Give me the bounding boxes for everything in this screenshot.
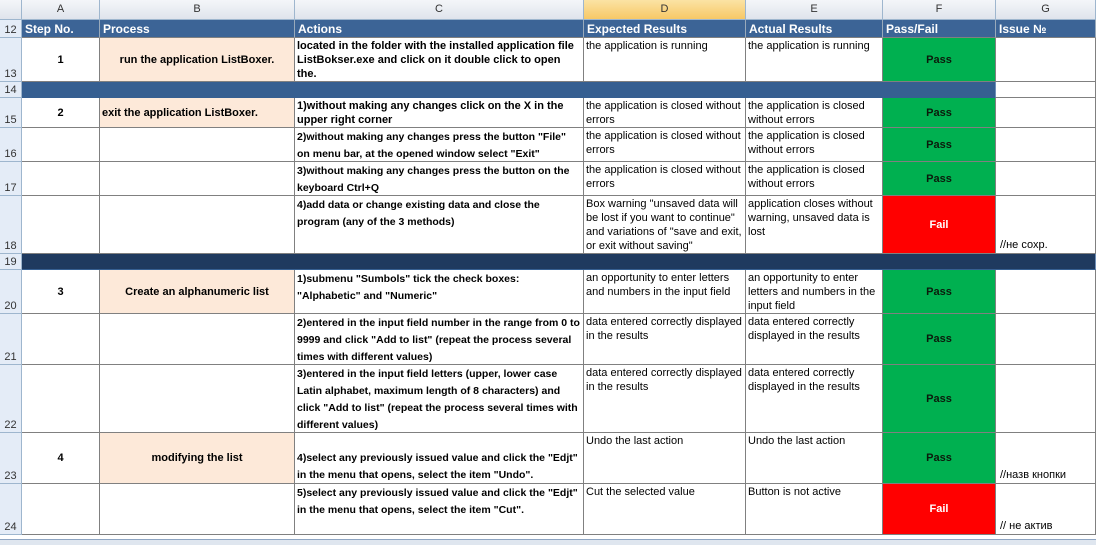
cell-actual[interactable]: Undo the last action (746, 433, 883, 484)
cell-expected[interactable]: Undo the last action (584, 433, 746, 484)
cell-action[interactable]: located in the folder with the installed application file ListBokser.exe and click on it double click to open the. (295, 38, 584, 82)
row-header-12[interactable]: 12 (0, 20, 22, 38)
column-header-d[interactable]: D (584, 0, 746, 20)
cell-result[interactable]: Fail (883, 196, 996, 254)
cell-issue[interactable] (996, 270, 1096, 314)
cell-actual[interactable]: the application is closed without errors (746, 128, 883, 162)
cell-action[interactable]: 4)select any previously issued value and click the "Edjt" in the menu that opens, select the item "Undo". (295, 433, 584, 484)
cell-action[interactable]: 2)without making any changes press the button "File" on menu bar, at the opened window select "Exit" (295, 128, 584, 162)
separator-row[interactable] (22, 254, 1096, 270)
cell-actual[interactable]: the application is closed without errors (746, 98, 883, 128)
cell-issue[interactable] (996, 128, 1096, 162)
cell-expected[interactable]: Box warning "unsaved data will be lost if you want to continue" and variations of "save and exit, or exit without saving" (584, 196, 746, 254)
cell-result[interactable]: Pass (883, 314, 996, 365)
cell-result[interactable]: Pass (883, 433, 996, 484)
cell-action[interactable]: 3)entered in the input field letters (upper, lower case Latin alphabet, maximum length of 8 characters) and click "Add to list" (repeat the process several times with different values) (295, 365, 584, 433)
header-expected-results[interactable]: Expected Results (584, 20, 746, 38)
separator-row[interactable] (22, 82, 996, 98)
cell-issue[interactable] (996, 98, 1096, 128)
header-step-no[interactable]: Step No. (22, 20, 100, 38)
cell-issue[interactable]: // не актив (996, 484, 1096, 535)
cell-result[interactable]: Fail (883, 484, 996, 535)
cell-step[interactable] (22, 162, 100, 196)
cell-step[interactable]: 2 (22, 98, 100, 128)
column-header-e[interactable]: E (746, 0, 883, 20)
cell-actual[interactable]: Button is not active (746, 484, 883, 535)
cell-process[interactable]: modifying the list (100, 433, 295, 484)
cell-expected[interactable]: data entered correctly displayed in the results (584, 365, 746, 433)
row-header-21[interactable]: 21 (0, 314, 22, 365)
cell-issue[interactable]: //не сохр. (996, 196, 1096, 254)
cell-actual[interactable]: application closes without warning, unsaved data is lost (746, 196, 883, 254)
cell-result[interactable]: Pass (883, 270, 996, 314)
cell-expected[interactable]: an opportunity to enter letters and numbers in the input field (584, 270, 746, 314)
cell-process[interactable] (100, 365, 295, 433)
row-header-17[interactable]: 17 (0, 162, 22, 196)
cell-actual[interactable]: an opportunity to enter letters and numbers in the input field (746, 270, 883, 314)
cell-result[interactable]: Pass (883, 98, 996, 128)
cell-issue[interactable] (996, 82, 1096, 98)
column-header-c[interactable]: C (295, 0, 584, 20)
header-issue[interactable]: Issue № (996, 20, 1096, 38)
header-actual-results[interactable]: Actual Results (746, 20, 883, 38)
cell-step[interactable]: 3 (22, 270, 100, 314)
column-header-a[interactable]: A (22, 0, 100, 20)
sheet-tabs-bar[interactable] (0, 539, 1096, 545)
cell-expected[interactable]: the application is closed without errors (584, 162, 746, 196)
row-header-16[interactable]: 16 (0, 128, 22, 162)
row-header-23[interactable]: 23 (0, 433, 22, 484)
cell-step[interactable]: 1 (22, 38, 100, 82)
cell-process[interactable]: Create an alphanumeric list (100, 270, 295, 314)
cell-process[interactable] (100, 162, 295, 196)
cell-process[interactable] (100, 484, 295, 535)
row-header-18[interactable]: 18 (0, 196, 22, 254)
cell-step[interactable]: 4 (22, 433, 100, 484)
cell-process[interactable]: exit the application ListBoxer. (100, 98, 295, 128)
row-header-19[interactable]: 19 (0, 254, 22, 270)
cell-actual[interactable]: data entered correctly displayed in the results (746, 365, 883, 433)
cell-step[interactable] (22, 314, 100, 365)
column-header-b[interactable]: B (100, 0, 295, 20)
cell-result[interactable]: Pass (883, 128, 996, 162)
cell-process[interactable] (100, 314, 295, 365)
cell-action[interactable]: 5)select any previously issued value and click the "Edjt" in the menu that opens, select the item "Cut". (295, 484, 584, 535)
cell-action[interactable]: 3)without making any changes press the button on the keyboard Ctrl+Q (295, 162, 584, 196)
column-header-f[interactable]: F (883, 0, 996, 20)
cell-step[interactable] (22, 196, 100, 254)
cell-issue[interactable] (996, 162, 1096, 196)
row-header-24[interactable]: 24 (0, 484, 22, 535)
cell-step[interactable] (22, 365, 100, 433)
cell-actual[interactable]: data entered correctly displayed in the results (746, 314, 883, 365)
cell-issue[interactable] (996, 365, 1096, 433)
row-header-13[interactable]: 13 (0, 38, 22, 82)
cell-action[interactable]: 1)submenu "Sumbols" tick the check boxes: "Alphabetic" and "Numeric" (295, 270, 584, 314)
column-header-g[interactable]: G (996, 0, 1096, 20)
cell-step[interactable] (22, 128, 100, 162)
select-all-corner[interactable] (0, 0, 22, 20)
cell-step[interactable] (22, 484, 100, 535)
cell-process[interactable]: run the application ListBoxer. (100, 38, 295, 82)
cell-action[interactable]: 4)add data or change existing data and close the program (any of the 3 methods) (295, 196, 584, 254)
cell-expected[interactable]: the application is closed without errors (584, 128, 746, 162)
cell-actual[interactable]: the application is running (746, 38, 883, 82)
cell-process[interactable] (100, 128, 295, 162)
header-actions[interactable]: Actions (295, 20, 584, 38)
cell-action[interactable]: 2)entered in the input field number in the range from 0 to 9999 and click "Add to list" (repeat the process several times with different values) (295, 314, 584, 365)
cell-result[interactable]: Pass (883, 365, 996, 433)
cell-result[interactable]: Pass (883, 38, 996, 82)
row-header-14[interactable]: 14 (0, 82, 22, 98)
cell-issue[interactable] (996, 38, 1096, 82)
cell-issue[interactable] (996, 314, 1096, 365)
cell-process[interactable] (100, 196, 295, 254)
cell-expected[interactable]: data entered correctly displayed in the results (584, 314, 746, 365)
header-pass-fail[interactable]: Pass/Fail (883, 20, 996, 38)
row-header-15[interactable]: 15 (0, 98, 22, 128)
cell-result[interactable]: Pass (883, 162, 996, 196)
header-process[interactable]: Process (100, 20, 295, 38)
cell-action[interactable]: 1)without making any changes click on the X in the upper right corner (295, 98, 584, 128)
cell-issue[interactable]: //назв кнопки (996, 433, 1096, 484)
cell-expected[interactable]: the application is closed without errors (584, 98, 746, 128)
row-header-22[interactable]: 22 (0, 365, 22, 433)
cell-expected[interactable]: the application is running (584, 38, 746, 82)
row-header-20[interactable]: 20 (0, 270, 22, 314)
cell-actual[interactable]: the application is closed without errors (746, 162, 883, 196)
cell-expected[interactable]: Cut the selected value (584, 484, 746, 535)
